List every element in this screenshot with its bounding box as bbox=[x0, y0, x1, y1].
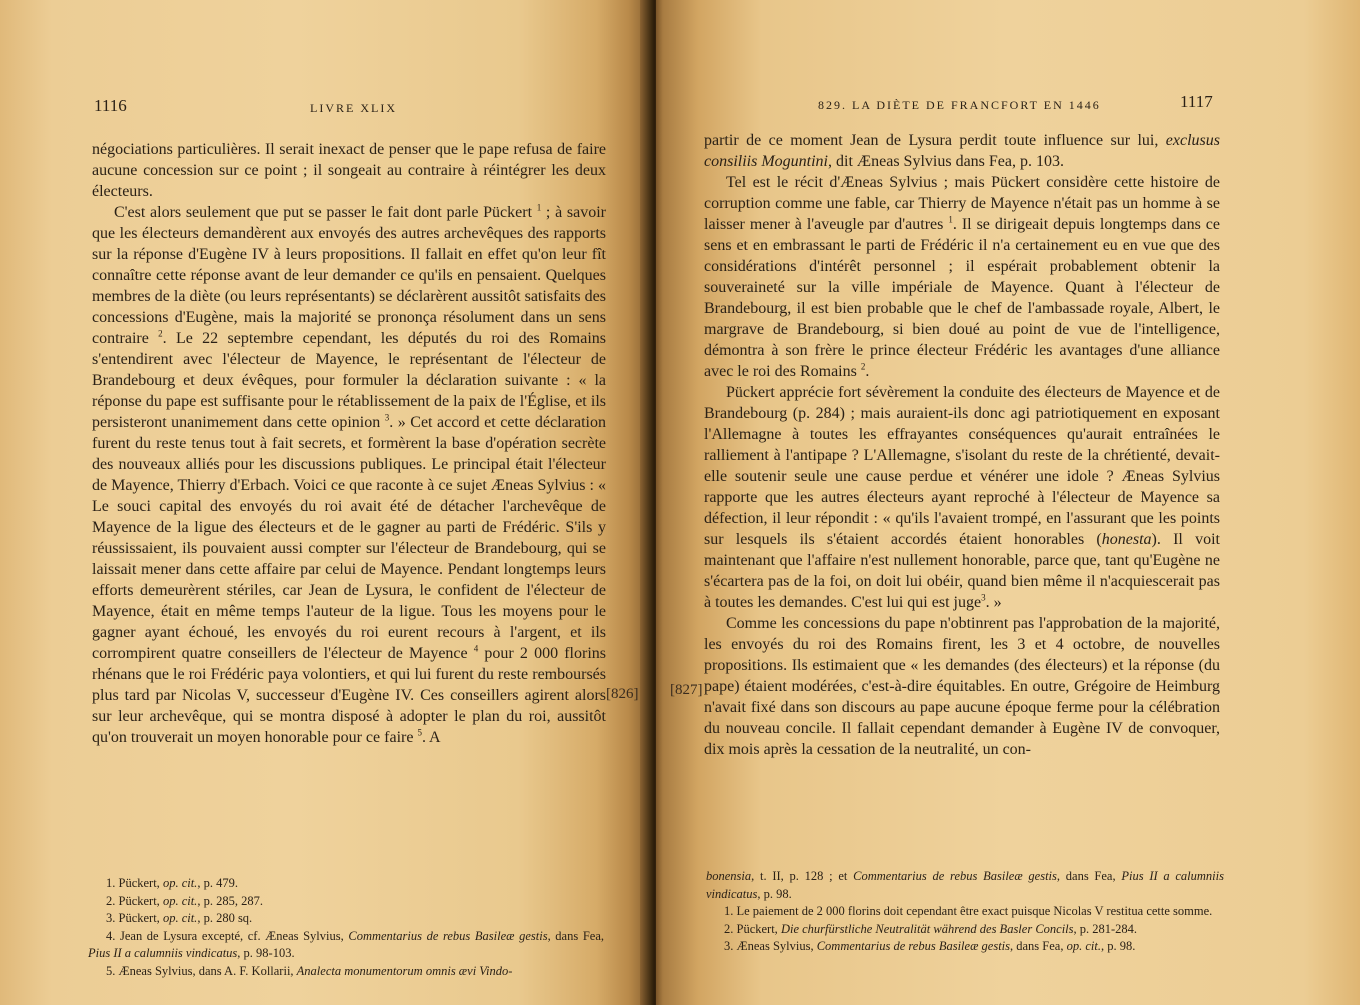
footnote-ref: 5 bbox=[417, 727, 422, 738]
text-run: . » bbox=[985, 594, 1002, 611]
text-run: , p. 479. bbox=[197, 876, 238, 890]
paragraph bbox=[704, 382, 1220, 613]
italic-text: honesta bbox=[1101, 531, 1152, 548]
italic-text: op. cit. bbox=[162, 911, 198, 925]
text-run: , p. 280 sq. bbox=[197, 911, 253, 925]
left-page bbox=[0, 0, 648, 1005]
footnote-ref: 2 bbox=[860, 361, 866, 372]
footnote bbox=[88, 893, 604, 911]
text-run: 3. Pückert, bbox=[106, 911, 163, 925]
right-footnotes bbox=[706, 868, 1224, 956]
text-run: 3. Æneas Sylvius, bbox=[724, 939, 817, 953]
text-run: Comme les concessions du pape n'obtinrent pas l'approbation de la majorité, les envoyés du roi des Romains firent, les 3 et 4 octobre, de nouvelles propositions. Ils estimaient que « les demandes (des électeurs) et la réponse (du pape) étaient modérées, c'est-à-dire équitables. En outre, Grégoire de Heimburg n'avait fixé dans son discours au pape aucune époque ferme pour la célébration du nouveau concile. Il fallait cependant demander à Eugène IV de convoquer, dix mois après la cessation de la neutralité, un con- bbox=[704, 615, 1220, 758]
text-run: 2. Pückert, bbox=[106, 893, 163, 908]
footnote-ref: 3 bbox=[981, 592, 986, 603]
text-run: négociations particulières. Il serait inexact de penser que le pape refusa de faire aucune concession sur ce point ; il songeait au contraire à réintégrer les deux électeurs. bbox=[92, 141, 606, 200]
text-run: , dans Fea, bbox=[1056, 869, 1122, 883]
right-margin-marker: [827] bbox=[670, 682, 703, 698]
left-body-text bbox=[92, 139, 606, 748]
text-run: C'est alors seulement que put se passer le fait dont parle Pückert bbox=[114, 204, 537, 221]
left-page-number: 1116 bbox=[94, 96, 127, 115]
text-run: 4. Jean de Lysura excepté, cf. Æneas Sylvius, bbox=[106, 928, 349, 943]
footnote bbox=[88, 875, 604, 893]
text-run: , dans Fea, bbox=[1010, 939, 1067, 953]
italic-text: Pius II a calumniis vindicatus bbox=[88, 946, 238, 960]
text-run: 1. Pückert, bbox=[106, 876, 163, 890]
text-run: , t. II, p. 128 ; et bbox=[751, 869, 854, 883]
text-run: pour 2 000 florins rhénans que le roi Frédéric paya volontiers, et qui lui furent du reste remboursés plus tard par Nicolas V, successeur d'Eugène IV. Ces conseillers agirent alors sur leur archevêque, qui se montra disposé à adopter le plan du roi, aussitôt qu'on trouverait un moyen honorable pour ce faire bbox=[92, 645, 606, 746]
paragraph bbox=[704, 130, 1220, 172]
text-run: . » Cet accord et cette déclaration furent du reste tenus tout à fait secrets, et formèrent la base d'opération secrète des nouveaux alliés pour les discussions publiques. Le principal était l'électeur de Mayence, Thierry d'Erbach. Voici ce que raconte à ce sujet Æneas Sylvius : « Le souci capital des envoyés du roi avait été de détacher l'archevêque de Mayence de la ligue des électeurs et de le gagner au parti de Frédéric. S'ils y réussissaient, ils pouvaient aussi compter sur l'électeur de Brandebourg, qui se laissait mener dans cette affaire par celui de Mayence. Pendant longtemps leurs efforts demeurèrent stériles, car Jean de Lysura, le confident de l'électeur de Mayence, était en même temps l'auteur de la ligue. Tous les moyens pour le gagner ayant échoué, les envoyés du roi eurent recours à l'argent, et ils corrompirent quatre conseillers de l'électeur de Mayence bbox=[92, 414, 606, 662]
text-run: partir de ce moment Jean de Lysura perdit toute influence sur lui, bbox=[704, 132, 1166, 149]
footnote-ref: 1 bbox=[948, 214, 953, 225]
text-run: , p. 98-103. bbox=[237, 946, 295, 960]
text-run: . Le 22 septembre cependant, les députés du roi des Romains s'entendirent avec l'électeur de Mayence, le représentant de l'électeur de Brandebourg et deux évêques, pour formuler la déclaration suivante : « la réponse du pape est suffisante pour le rétablissement de la paix de l'Église, et ils persisteront unanimement dans cette opinion bbox=[92, 330, 606, 431]
italic-text: exclusus consiliis Moguntini bbox=[704, 132, 1220, 170]
paragraph bbox=[704, 613, 1220, 760]
italic-text: Pius II a calumniis vindicatus bbox=[706, 869, 1224, 901]
text-run: , dit Æneas Sylvius dans Fea, p. 103. bbox=[828, 153, 1064, 170]
footnote bbox=[706, 921, 1224, 939]
text-run: , dans Fea, bbox=[547, 928, 605, 943]
footnote-ref: 2 bbox=[158, 328, 163, 339]
right-body-text bbox=[704, 130, 1220, 760]
footnote bbox=[706, 868, 1224, 903]
paragraph bbox=[92, 202, 606, 748]
italic-text: op. cit. bbox=[1066, 939, 1101, 953]
text-run: 5. Æneas Sylvius, dans A. F. Kollarii, bbox=[106, 963, 297, 978]
footnote bbox=[706, 903, 1224, 921]
footnote bbox=[88, 928, 604, 963]
text-run: ; à savoir que les électeurs demandèrent aux envoyés des autres archevêques des rapports sur la réponse d'Eugène IV à leurs propositions. Il fallait en effet qu'on leur fît connaître cette réponse avant de leur demander ce qu'ils en pensaient. Quelques membres de la diète (ou leurs représentants) se déclarèrent aussitôt satisfaits des concessions d'Eugène, mais la majorité se prononça résolument dans un sens contraire bbox=[92, 204, 606, 347]
text-run: Pückert apprécie fort sévèrement la conduite des électeurs de Mayence et de Brandebourg (p. 284) ; mais auraient-ils donc agi patriotiquement en exposant l'Allemagne à toutes les effrayantes conséquences qu'aurait entraînées le ralliement à l'antipape ? L'Allemagne, s'isolant du reste de la chrétienté, devait-elle soutenir seule une cause perdue et vénérer une idole ? Æneas Sylvius rapporte que les autres électeurs ayant reproché à l'électeur de Mayence sa défection, il leur répondit : « qu'ils l'avaient trompé, en l'assurant que les points sur lesquels ils s'étaient accordés étaient honorables ( bbox=[704, 384, 1220, 548]
italic-text: op. cit. bbox=[162, 876, 198, 890]
right-page bbox=[656, 0, 1360, 1005]
text-run: 2. Pückert, bbox=[724, 921, 781, 936]
paragraph bbox=[92, 139, 606, 202]
text-run: 1. Le paiement de 2 000 florins doit cependant être exact puisque Nicolas V restitua cette somme. bbox=[724, 904, 1213, 918]
right-page-number: 1117 bbox=[1180, 92, 1213, 111]
text-run: , p. 285, 287. bbox=[197, 893, 263, 908]
text-run: , p. 98. bbox=[1100, 939, 1136, 953]
text-run: Tel est le récit d'Æneas Sylvius ; mais Pückert considère cette histoire de corruption comme une fable, car Thierry de Mayence n'était pas un homme à se laisser mener à l'aveugle par d'autres bbox=[704, 174, 1220, 233]
footnote bbox=[88, 963, 604, 981]
left-footnotes bbox=[88, 875, 604, 980]
italic-text: Commentarius de rebus Basileæ gestis bbox=[816, 939, 1010, 953]
text-run: . Il se dirigeait depuis longtemps dans ce sens et en embrassant le parti de Frédéric il n'a certainement eu en vue que des considérations d'intérêt personnel ; il espérait probablement obtenir la souveraineté sur la ville impériale de Mayence. Quant à l'électeur de Brandebourg, il est bien probable que le chef de l'ambassade royale, Albert, le margrave de Brandebourg, si bien doué au point de vue de l'intelligence, démontra à son frère le prince électeur Frédéric les avantages d'une alliance avec le roi des Romains bbox=[704, 216, 1221, 380]
footnote-ref: 4 bbox=[473, 643, 479, 654]
italic-text: Die churfürstliche Neutralität während des Basler Concils bbox=[780, 921, 1074, 936]
text-run: . A bbox=[421, 729, 441, 746]
text-run: , p. 281-284. bbox=[1073, 921, 1138, 936]
italic-text: Commentarius de rebus Basileæ gestis bbox=[853, 869, 1057, 883]
left-running-title: LIVRE XLIX bbox=[310, 101, 397, 115]
italic-text: Analecta monumentorum omnis ævi Vindo- bbox=[296, 963, 513, 978]
italic-text: op. cit. bbox=[162, 893, 198, 908]
italic-text: Commentarius de rebus Basileæ gestis bbox=[348, 928, 548, 943]
footnote bbox=[706, 938, 1224, 956]
paragraph bbox=[704, 172, 1220, 382]
text-run: , p. 98. bbox=[757, 886, 792, 901]
text-run: . bbox=[865, 363, 870, 380]
left-margin-marker: [826] bbox=[606, 686, 639, 702]
footnote bbox=[88, 910, 604, 928]
footnote-ref: 3 bbox=[384, 412, 390, 423]
right-running-title: 829. LA DIÈTE DE FRANCFORT EN 1446 bbox=[818, 98, 1101, 112]
italic-text: bonensia bbox=[706, 869, 752, 883]
text-run: ). Il voit maintenant que l'affaire n'est nullement honorable, parce que, tant qu'Eugène ne s'écartera pas de la foi, on doit lui obéir, quand bien même il n'acquiescerait pas à toutes les demandes. C'est lui qui est juge bbox=[704, 531, 1220, 611]
footnote-ref: 1 bbox=[536, 202, 542, 213]
